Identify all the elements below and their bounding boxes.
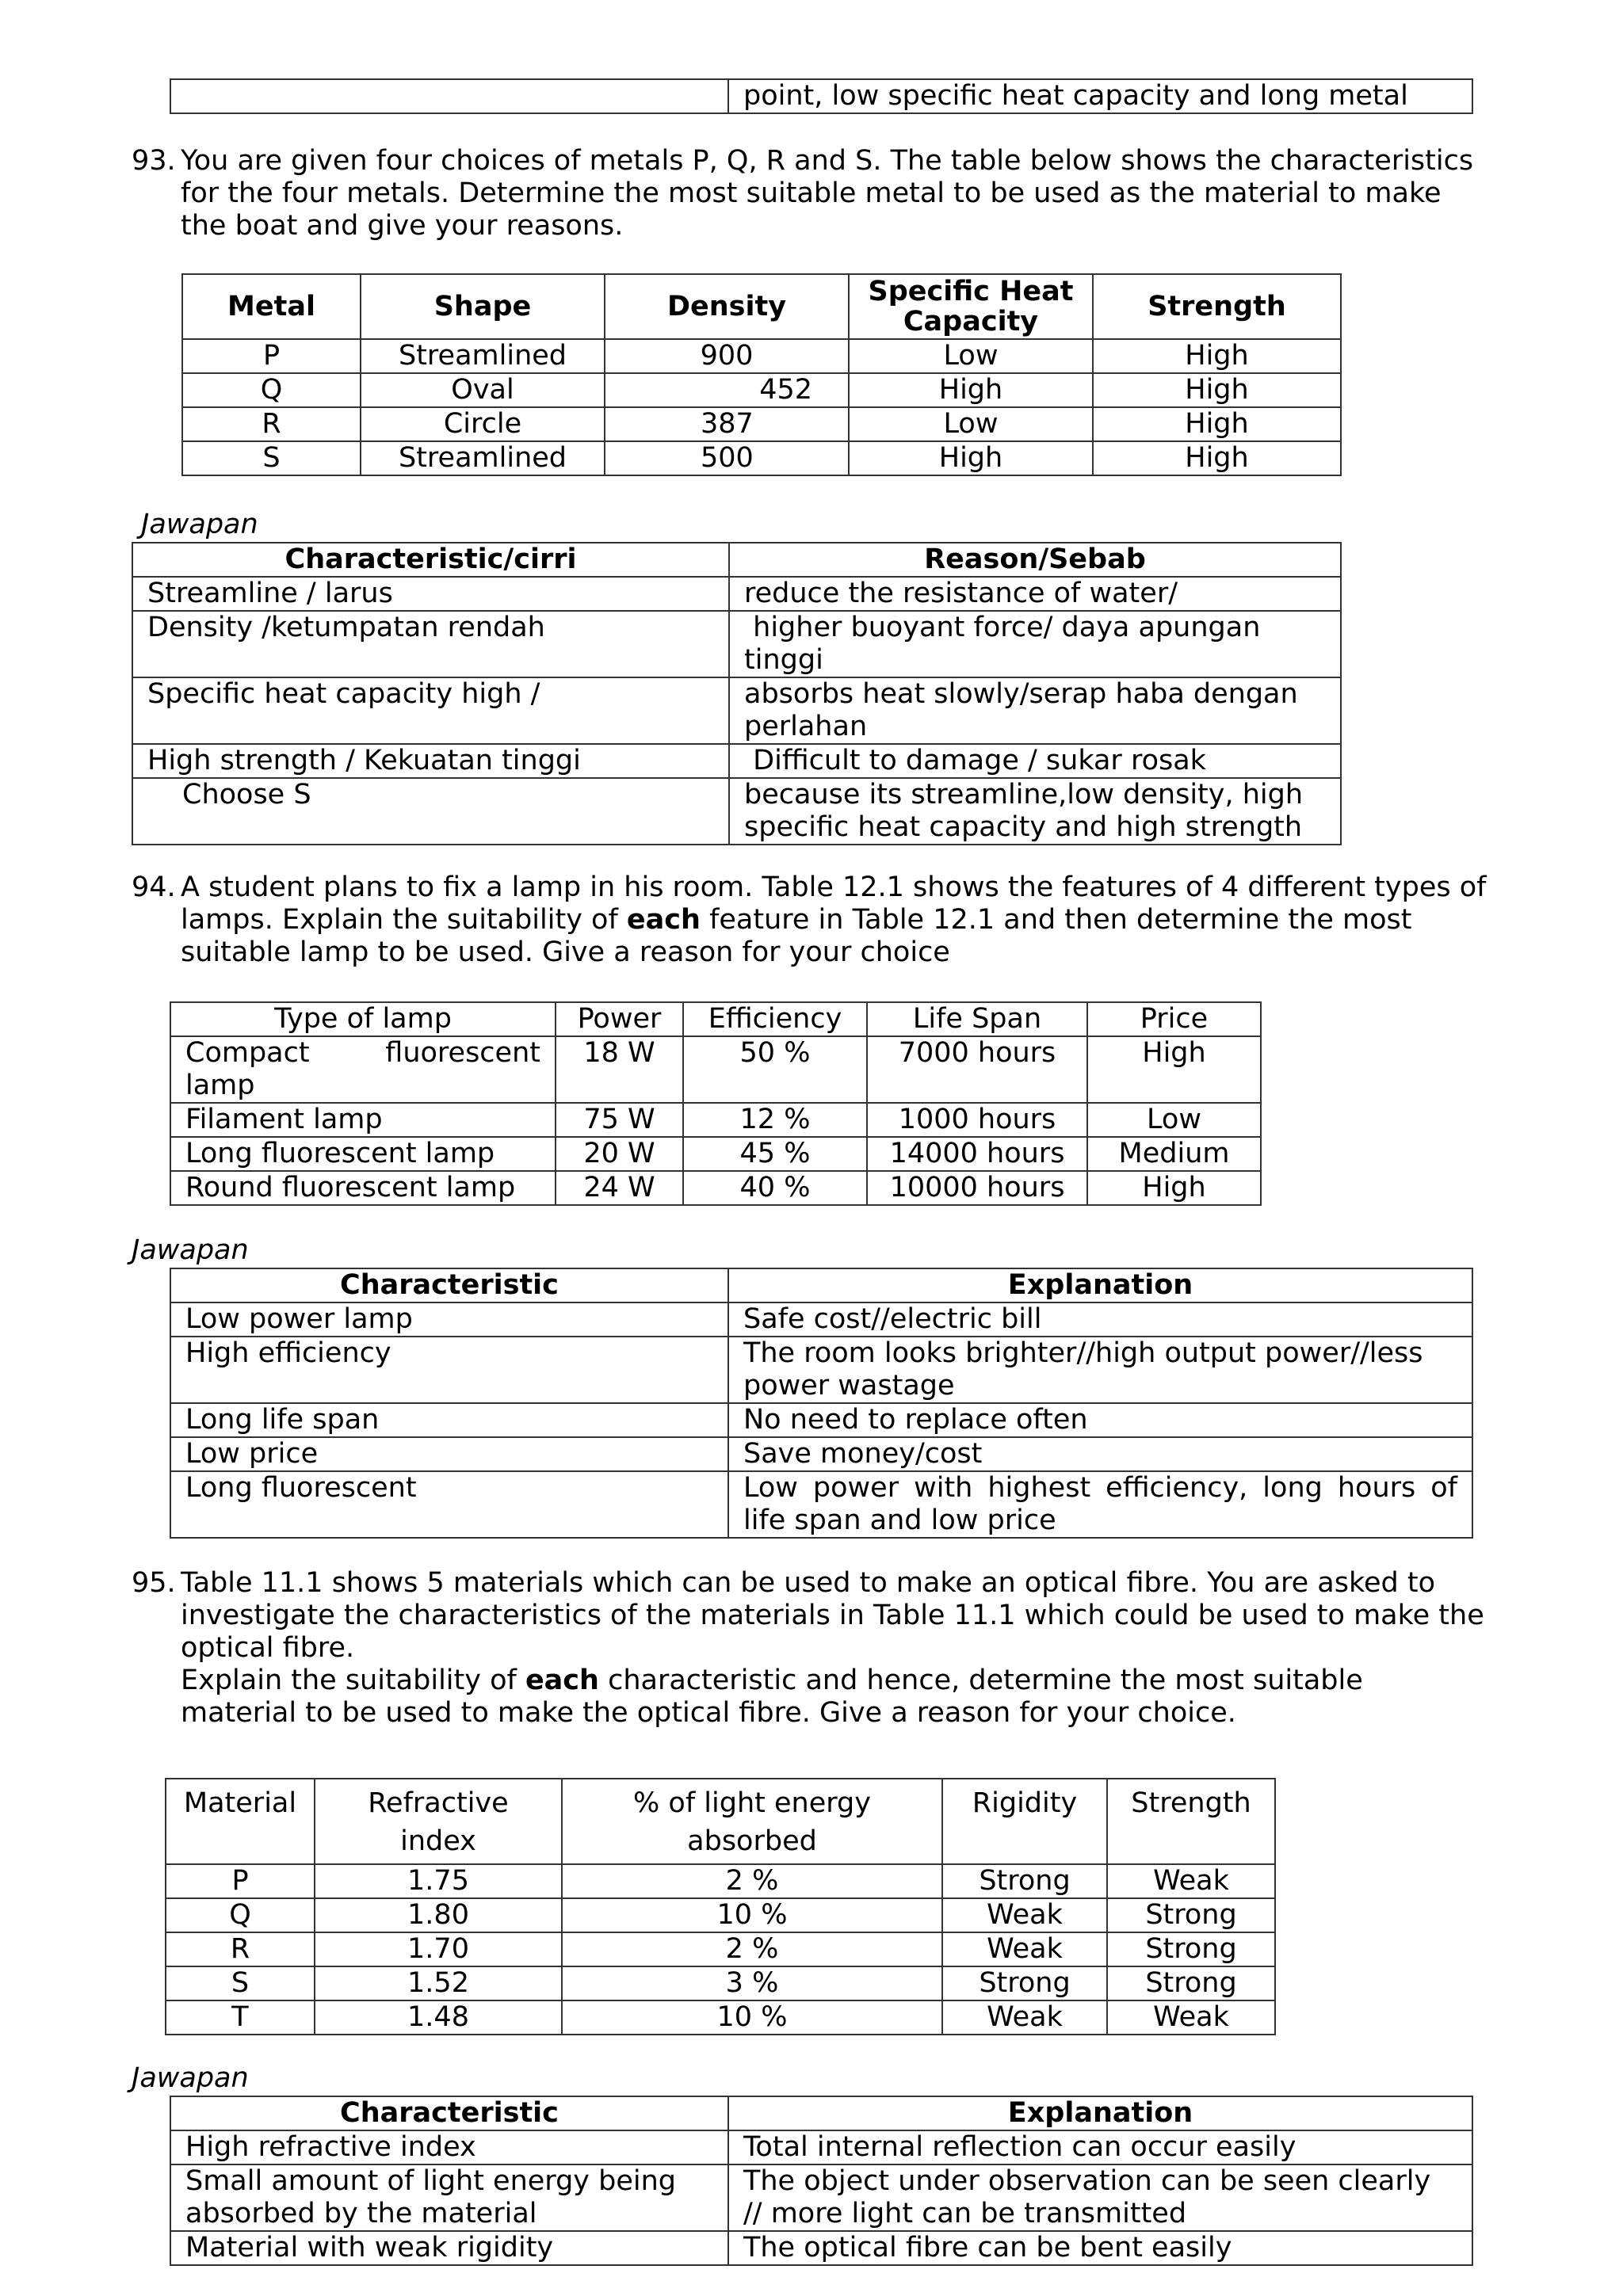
table-row [170, 1137, 1261, 1171]
cell-life-span: 14000 hours [867, 1137, 1087, 1171]
header-efficiency: Efficiency [683, 1002, 867, 1036]
top-table-left-cell [170, 79, 728, 113]
cell-characteristic: High strength / Kekuatan tinggi [132, 744, 729, 778]
cell-absorbed: 2 % [562, 1932, 942, 1966]
table-row [170, 2130, 1472, 2164]
question-text-part: A student plans to fix a lamp in his room. Table 12.1 shows the features of 4 different types of lamps. Explain the suitability of [181, 871, 1487, 936]
header-power: Power [556, 1002, 683, 1036]
cell-characteristic: Low power lamp [170, 1302, 728, 1337]
cell-characteristic: Streamline / larus [132, 577, 729, 611]
cell-explanation: Save money/cost [728, 1437, 1472, 1471]
cell-refractive-index: 1.80 [315, 1898, 562, 1932]
cell-shc: High [849, 373, 1093, 407]
header-density: Density [605, 274, 849, 339]
cell-density: 500 [605, 441, 849, 475]
table-row [170, 1471, 1472, 1538]
header-explanation: Explanation [728, 1268, 1472, 1302]
cell-power: 20 W [556, 1137, 683, 1171]
cell-material: Q [166, 1898, 315, 1932]
cell-reason: absorbs heat slowly/serap haba dengan perlahan [729, 677, 1341, 744]
cell-explanation: The optical fibre can be bent easily [728, 2231, 1472, 2265]
question-number: 94. [132, 871, 176, 903]
cell-refractive-index: 1.75 [315, 1864, 562, 1898]
cell-explanation: Low power with highest efficiency, long hours of life span and low price [728, 1471, 1472, 1538]
cell-efficiency: 45 % [683, 1137, 867, 1171]
header-refractive-index: Refractive index [315, 1779, 562, 1864]
cell-characteristic: High refractive index [170, 2130, 728, 2164]
cell-reason: because its streamline,low density, high specific heat capacity and high strength [729, 778, 1341, 845]
table-row [170, 1171, 1261, 1205]
cell-rigidity: Strong [942, 1864, 1107, 1898]
cell-material: T [166, 2000, 315, 2035]
cell-shape: Streamlined [361, 339, 605, 373]
question-text-part: Explain the suitability of [181, 1665, 525, 1696]
top-table-right-cell: point, low specific heat capacity and long metal [728, 79, 1472, 113]
question-text: You are given four choices of metals P, Q, R and S. The table below shows the characteristics for the four metals. Determine the most suitable metal to be used as the material to make the boat and give your reasons. [181, 145, 1474, 242]
q95-material-table [165, 1778, 1276, 2035]
cell-refractive-index: 1.70 [315, 1932, 562, 1966]
header-metal: Metal [182, 274, 361, 339]
cell-shc: High [849, 441, 1093, 475]
cell-strength: High [1093, 373, 1341, 407]
cell-characteristic: Density /ketumpatan rendah [132, 611, 729, 677]
cell-efficiency: 12 % [683, 1103, 867, 1137]
question-number: 93. [132, 145, 176, 177]
header-specific-heat-capacity: Specific Heat Capacity [849, 274, 1093, 339]
question-text [181, 1567, 1487, 1730]
cell-characteristic: Material with weak rigidity [170, 2231, 728, 2265]
table-row [170, 1403, 1472, 1437]
cell-price: Medium [1087, 1137, 1261, 1171]
table-row [170, 1036, 1261, 1103]
cell-shape: Oval [361, 373, 605, 407]
table-row [170, 1437, 1472, 1471]
cell-strength: High [1093, 441, 1341, 475]
cell-characteristic: Low price [170, 1437, 728, 1471]
cell-shape: Streamlined [361, 441, 605, 475]
cell-type: Long fluorescent lamp [170, 1137, 556, 1171]
cell-strength: Weak [1107, 2000, 1275, 2035]
cell-metal: R [182, 407, 361, 441]
cell-material: P [166, 1864, 315, 1898]
cell-type: Round fluorescent lamp [170, 1171, 556, 1205]
table-row [132, 778, 1341, 845]
cell-rigidity: Weak [942, 1932, 1107, 1966]
cell-density: 452 [605, 373, 849, 407]
cell-strength: Strong [1107, 1898, 1275, 1932]
q95-answer-table [170, 2096, 1473, 2266]
question-93 [132, 145, 1487, 242]
cell-characteristic: Long fluorescent [170, 1471, 728, 1538]
header-type-of-lamp: Type of lamp [170, 1002, 556, 1036]
header-characteristic: Characteristic/cirri [132, 543, 729, 577]
table-row [132, 577, 1341, 611]
question-95 [132, 1567, 1487, 1730]
answer-label: Jawapan [141, 509, 258, 540]
question-text-part: feature in Table 12.1 and then determine the most suitable lamp to be used. Give a reason for your choice [181, 904, 1412, 968]
cell-strength: High [1093, 339, 1341, 373]
cell-explanation: No need to replace often [728, 1403, 1472, 1437]
question-text [181, 871, 1487, 969]
cell-strength: High [1093, 407, 1341, 441]
cell-rigidity: Strong [942, 1966, 1107, 2000]
cell-power: 24 W [556, 1171, 683, 1205]
table-row [170, 1337, 1472, 1403]
cell-characteristic: Specific heat capacity high / [132, 677, 729, 744]
cell-absorbed: 10 % [562, 2000, 942, 2035]
header-reason: Reason/Sebab [729, 543, 1341, 577]
cell-price: High [1087, 1036, 1261, 1103]
table-row [166, 1898, 1275, 1932]
answer-label: Jawapan [132, 1234, 249, 1266]
header-light-energy-absorbed: % of light energy absorbed [562, 1779, 942, 1864]
cell-metal: S [182, 441, 361, 475]
cell-reason: Difficult to damage / sukar rosak [729, 744, 1341, 778]
header-rigidity: Rigidity [942, 1779, 1107, 1864]
cell-price: Low [1087, 1103, 1261, 1137]
cell-explanation: Total internal reflection can occur easily [728, 2130, 1472, 2164]
table-row [132, 744, 1341, 778]
cell-refractive-index: 1.52 [315, 1966, 562, 2000]
cell-explanation: Safe cost//electric bill [728, 1302, 1472, 1337]
table-row [182, 441, 1341, 475]
cell-absorbed: 10 % [562, 1898, 942, 1932]
table-row [170, 2164, 1472, 2231]
cell-characteristic: Small amount of light energy being absorbed by the material [170, 2164, 728, 2231]
cell-power: 18 W [556, 1036, 683, 1103]
table-row [170, 1302, 1472, 1337]
question-text-bold: each [626, 904, 701, 936]
top-table [170, 78, 1473, 114]
header-characteristic: Characteristic [170, 1268, 728, 1302]
cell-price: High [1087, 1171, 1261, 1205]
cell-reason: reduce the resistance of water/ [729, 577, 1341, 611]
question-text-bold: each [525, 1665, 599, 1696]
cell-characteristic: Choose S [132, 778, 729, 845]
q94-lamp-table [170, 1001, 1262, 1206]
cell-explanation: The object under observation can be seen clearly // more light can be transmitted [728, 2164, 1472, 2231]
table-row [182, 339, 1341, 373]
cell-strength: Strong [1107, 1966, 1275, 2000]
header-shape: Shape [361, 274, 605, 339]
cell-reason: higher buoyant force/ daya apungan tinggi [729, 611, 1341, 677]
cell-type-text: Compact fluorescent lamp [185, 1037, 540, 1101]
q94-answer-table [170, 1268, 1473, 1539]
table-row [170, 1103, 1261, 1137]
table-row [132, 677, 1341, 744]
cell-life-span: 1000 hours [867, 1103, 1087, 1137]
question-text-part: characteristic and hence, determine the most suitable material to be used to make the optical fibre. Give a reason for your choice. [181, 1665, 1363, 1729]
cell-strength: Strong [1107, 1932, 1275, 1966]
question-94 [132, 871, 1487, 969]
cell-characteristic: High efficiency [170, 1337, 728, 1403]
q93-answer-table [132, 542, 1342, 845]
cell-material: S [166, 1966, 315, 2000]
cell-metal: Q [182, 373, 361, 407]
header-strength: Strength [1093, 274, 1341, 339]
answer-label: Jawapan [132, 2062, 249, 2094]
cell-absorbed: 3 % [562, 1966, 942, 2000]
table-row [182, 373, 1341, 407]
header-explanation: Explanation [728, 2096, 1472, 2130]
question-text-line [181, 1665, 1487, 1730]
header-material: Material [166, 1779, 315, 1864]
q93-metal-table [181, 273, 1342, 476]
cell-shape: Circle [361, 407, 605, 441]
table-row [166, 1966, 1275, 2000]
cell-type [170, 1036, 556, 1103]
cell-efficiency: 40 % [683, 1171, 867, 1205]
table-row [132, 611, 1341, 677]
cell-life-span: 10000 hours [867, 1171, 1087, 1205]
cell-strength: Weak [1107, 1864, 1275, 1898]
table-row [166, 1932, 1275, 1966]
cell-shc: Low [849, 339, 1093, 373]
question-number: 95. [132, 1567, 176, 1599]
cell-life-span: 7000 hours [867, 1036, 1087, 1103]
cell-refractive-index: 1.48 [315, 2000, 562, 2035]
table-row [170, 2231, 1472, 2265]
cell-metal: P [182, 339, 361, 373]
cell-absorbed: 2 % [562, 1864, 942, 1898]
cell-density: 900 [605, 339, 849, 373]
question-text-line: Table 11.1 shows 5 materials which can be used to make an optical fibre. You are asked to investigate the characteristics of the materials in Table 11.1 which could be used to make the optical fibre. [181, 1567, 1484, 1664]
header-strength: Strength [1107, 1779, 1275, 1864]
header-price: Price [1087, 1002, 1261, 1036]
cell-material: R [166, 1932, 315, 1966]
cell-characteristic: Long life span [170, 1403, 728, 1437]
cell-density: 387 [605, 407, 849, 441]
table-row [182, 407, 1341, 441]
table-row [166, 1864, 1275, 1898]
cell-efficiency: 50 % [683, 1036, 867, 1103]
header-life-span: Life Span [867, 1002, 1087, 1036]
cell-power: 75 W [556, 1103, 683, 1137]
header-characteristic: Characteristic [170, 2096, 728, 2130]
table-row [166, 2000, 1275, 2035]
cell-shc: Low [849, 407, 1093, 441]
cell-rigidity: Weak [942, 1898, 1107, 1932]
cell-explanation: The room looks brighter//high output power//less power wastage [728, 1337, 1472, 1403]
cell-rigidity: Weak [942, 2000, 1107, 2035]
cell-type: Filament lamp [170, 1103, 556, 1137]
